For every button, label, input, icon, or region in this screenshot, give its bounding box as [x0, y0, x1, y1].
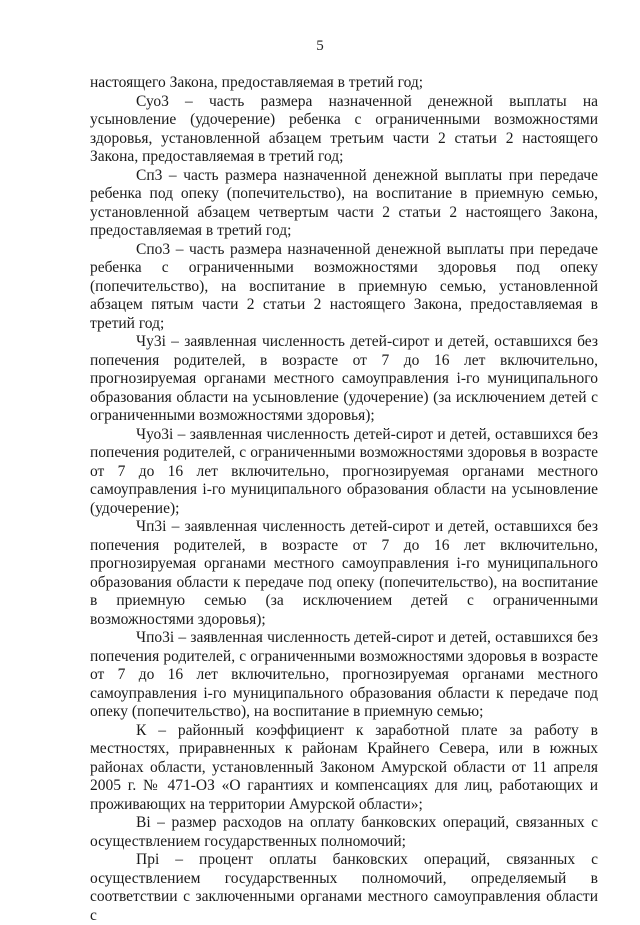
- paragraph-pri: Прi – процент оплаты банковских операций, связанных с осуществлением государственных полномочий, определяемый в соответствии с заключенными органами местного самоуправления области с: [90, 851, 598, 924]
- paragraph-sp3: Сп3 – часть размера назначенной денежной выплаты при передаче ребенка под опеку (попечительство), на воспитание в приемную семью, установленной абзацем четвертым части 2 статьи 2 настоящего Закона, предоставляемая в третий год;: [90, 166, 598, 239]
- paragraph-suo3: Суо3 – часть размера назначенной денежной выплаты на усыновление (удочерение) ребенка с ограниченными возможностями здоровья, установленной абзацем третьим части 2 статьи 2 настоящего Закона, предоставляемая в третий год;: [90, 92, 598, 165]
- paragraph-continuation: настоящего Закона, предоставляемая в третий год;: [90, 74, 424, 91]
- paragraph-k: К – районный коэффициент к заработной плате за работу в местностях, приравненных к районам Крайнего Севера, или в южных районах области, установленный Законом Амурской области от 11 апреля 2005 г. № 471-ОЗ «О гарантиях и компенсациях для лиц, работающих и проживающих на территории Амурской области»;: [90, 721, 598, 813]
- paragraph-chp3i: Чп3i – заявленная численность детей-сирот и детей, оставшихся без попечения родителей, в возрасте от 7 до 16 лет включительно, прогнозируемая органами местного самоуправления i-го муниципального образования области к передаче под опеку (попечительство), на воспитание в приемную семью (за исключением детей с ограниченными возможностями здоровья);: [90, 518, 598, 628]
- page-number: 5: [316, 38, 324, 54]
- paragraph-chuo3i: Чуо3i – заявленная численность детей-сирот и детей, оставшихся без попечения родителей, с ограниченными возможностями здоровья в возрасте от 7 до 16 лет включительно, прогнозируемая органами местного самоуправления i-го муниципального образования области на усыновление (удочерение);: [90, 425, 598, 517]
- document-body: [90, 74, 598, 925]
- paragraph-chu3i: Чу3i – заявленная численность детей-сирот и детей, оставшихся без попечения родителей, в возрасте от 7 до 16 лет включительно, прогнозируемая органами местного самоуправления i-го муниципального образования области на усыновление (удочерение) (за исключением детей с ограниченными возможностями здоровья);: [90, 333, 598, 424]
- paragraph-chpo3i: Чпо3i – заявленная численность детей-сирот и детей, оставшихся без попечения родителей, с ограниченными возможностями здоровья в возрасте от 7 до 16 лет включительно, прогнозируемая органами местного самоуправления i-го муниципального образования области к передаче под опеку (попечительство), на воспитание в приемную семью;: [90, 629, 598, 720]
- paragraph-spo3: Спо3 – часть размера назначенной денежной выплаты при передаче ребенка с ограниченными возможностями здоровья под опеку (попечительство), на воспитание в приемную семью, установленной абзацем пятым части 2 статьи 2 настоящего Закона, предоставляемая в третий год;: [90, 240, 598, 332]
- paragraph-bi: Вi – размер расходов на оплату банковских операций, связанных с осуществлением государственных полномочий;: [90, 814, 598, 850]
